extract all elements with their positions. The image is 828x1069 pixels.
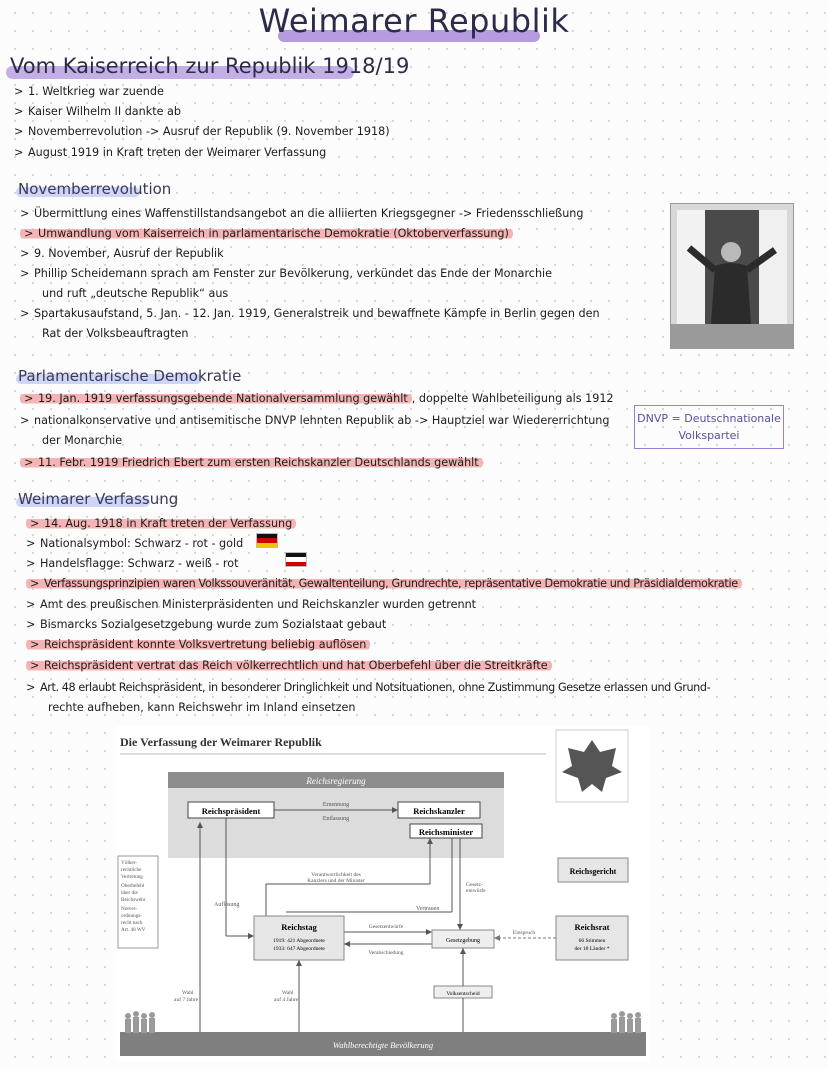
list-item: > 19. Jan. 1919 verfassungsgebende Nationalversammlung gewählt , doppelte Wahlbeteiligung als 1912 xyxy=(20,391,614,407)
list-item: > Amt des preußischen Ministerpräsidenten und Reichskanzler wurden getrennt xyxy=(26,598,477,611)
list-item: > 11. Febr. 1919 Friedrich Ebert zum ersten Reichskanzler Deutschlands gewählt xyxy=(20,455,483,471)
list-item: > 14. Aug. 1918 in Kraft treten der Verfassung xyxy=(26,516,296,532)
side-note-line: ordnungs- xyxy=(121,913,143,919)
section1-heading: Vom Kaiserreich zur Republik 1918/19 xyxy=(10,54,410,78)
wahl-7-label: auf 7 Jahre xyxy=(174,997,199,1003)
list-item: > Phillip Scheidemann sprach am Fenster zur Bevölkerung, verkündet das Ende der Monarchie xyxy=(20,267,553,280)
reichskanzler-label: Reichskanzler xyxy=(413,806,465,816)
einspruch-label: Einspruch xyxy=(512,930,536,936)
flag-black-white-red-icon xyxy=(285,552,307,567)
list-item: > nationalkonservative und antisemitische DNVP lehnten Republik ab -> Hauptziel war Wiedererrichtung xyxy=(20,414,610,427)
side-note-line: Reichswehr xyxy=(121,897,146,903)
list-item: > Art. 48 erlaubt Reichspräsident, in besonderer Dringlichkeit und Notsituationen, ohne Zustimmung Gesetze erlassen und Grund- xyxy=(26,681,711,694)
diagram-title: Die Verfassung der Weimarer Republik xyxy=(120,735,322,749)
page-title: Weimarer Republik xyxy=(258,2,570,40)
list-item-continuation: Rat der Volksbeauftragten xyxy=(42,327,189,340)
side-note-line: Art. 48 WV xyxy=(121,927,146,933)
vertrauen-label: Vertrauen xyxy=(416,906,440,912)
list-item-continuation: rechte aufheben, kann Reichswehr im Inland einsetzen xyxy=(48,701,356,714)
list-item: > Nationalsymbol: Schwarz - rot - gold xyxy=(26,537,244,550)
list-item: > Handelsflagge: Schwarz - weiß - rot xyxy=(26,557,239,570)
note-line: Volkspartei xyxy=(678,429,740,442)
reichsrat-label: Reichsrat xyxy=(574,922,610,932)
side-note-line: Vertretung xyxy=(121,874,143,880)
reichspraesident-label: Reichspräsident xyxy=(201,806,261,816)
list-item: > Reichspräsident konnte Volksvertretung beliebig auflösen xyxy=(26,637,370,653)
verantwortlichkeit-label: Kanzlers und der Minister xyxy=(307,878,365,884)
reichstag-detail: 1919: 421 Abgeordnete xyxy=(273,938,325,944)
reichstag-detail: 1933: 647 Abgeordnete xyxy=(273,946,325,952)
gesetzentwuerfe-label: Gesetzentwürfe xyxy=(368,924,404,930)
list-item: > Übermittlung eines Waffenstillstandsangebot an die alliierten Kriegsgegner -> Friedensschließung xyxy=(20,207,584,220)
reichsrat-detail: 66 Stimmen xyxy=(578,938,606,944)
verantwortlichkeit-label: Verantwortlichkeit des xyxy=(311,872,361,878)
section3-heading: Parlamentarische Demokratie xyxy=(18,367,242,385)
list-item: > Reichspräsident vertrat das Reich völkerrechtlich und hat Oberbefehl über die Streitkräfte xyxy=(26,658,552,674)
wahl-4-label: auf 4 Jahre xyxy=(274,997,299,1003)
list-item-continuation: der Monarchie xyxy=(42,434,123,447)
volksentscheid-label: Volksentscheid xyxy=(446,991,480,997)
list-item: > 1. Weltkrieg war zuende xyxy=(14,85,164,98)
section2-heading: Novemberrevolution xyxy=(18,180,172,198)
reichsregierung-label: Reichsregierung xyxy=(306,776,366,786)
scheidemann-photo xyxy=(670,203,794,349)
bevoelkerung-label: Wahlberechtigte Bevölkerung xyxy=(332,1040,434,1050)
wahl-4-label: Wahl xyxy=(282,990,294,996)
reichsrat-detail: der 18 Länder * xyxy=(574,946,610,952)
list-item: > 9. November, Ausruf der Republik xyxy=(20,247,224,260)
wahl-7-label: Wahl xyxy=(182,990,194,996)
ernennung-label: Ernennung xyxy=(322,802,350,808)
side-note-line: Oberbefehl xyxy=(121,883,145,889)
entlassung-label: Entlassung xyxy=(322,816,350,822)
gesetzentwuerfe-top-label: Gesetz- xyxy=(466,882,483,888)
gesetzentwuerfe-top-label: entwürfe xyxy=(466,888,486,894)
list-item: > August 1919 in Kraft treten der Weimarer Verfassung xyxy=(14,146,327,159)
gesetzgebung-label: Gesetzgebung xyxy=(446,938,480,944)
side-note-line: Völker- xyxy=(121,860,138,866)
aufloesung-label: Auflösung xyxy=(214,902,240,908)
list-item-continuation: und ruft „deutsche Republik“ aus xyxy=(42,287,229,300)
constitution-diagram xyxy=(116,726,650,1062)
list-item: > Bismarcks Sozialgesetzgebung wurde zum Sozialstaat gebaut xyxy=(26,618,387,631)
side-note-line: rechtliche xyxy=(121,867,142,873)
list-item: > Novemberrevolution -> Ausruf der Republik (9. November 1918) xyxy=(14,125,390,138)
note-line: DNVP = Deutschnationale xyxy=(637,412,781,425)
list-item: > Kaiser Wilhelm II dankte ab xyxy=(14,105,182,118)
side-note-line: Notver- xyxy=(121,906,138,912)
flag-black-red-gold-icon xyxy=(256,533,278,548)
reichstag-label: Reichstag xyxy=(281,922,317,932)
verabschiedung-label: Verabschiedung xyxy=(368,950,404,956)
reichsgericht-label: Reichsgericht xyxy=(569,867,617,876)
side-note-line: über die xyxy=(121,890,138,896)
section4-heading: Weimarer Verfassung xyxy=(18,490,179,508)
list-item: > Verfassungsprinzipien waren Volkssouveränität, Gewaltenteilung, Grundrechte, repräsentative Demokratie und Präsidialdemokratie xyxy=(26,576,742,592)
list-item: > Spartakusaufstand, 5. Jan. - 12. Jan. 1919, Generalstreik und bewaffnete Kämpfe in Berlin gegen den xyxy=(20,307,600,320)
side-note-line: recht nach xyxy=(121,920,143,926)
list-item: > Umwandlung vom Kaiserreich in parlamentarische Demokratie (Oktoberverfassung) xyxy=(20,226,513,242)
eagle-icon xyxy=(556,730,628,802)
reichsminister-label: Reichsminister xyxy=(418,827,474,837)
dnvp-note-box xyxy=(634,405,784,449)
